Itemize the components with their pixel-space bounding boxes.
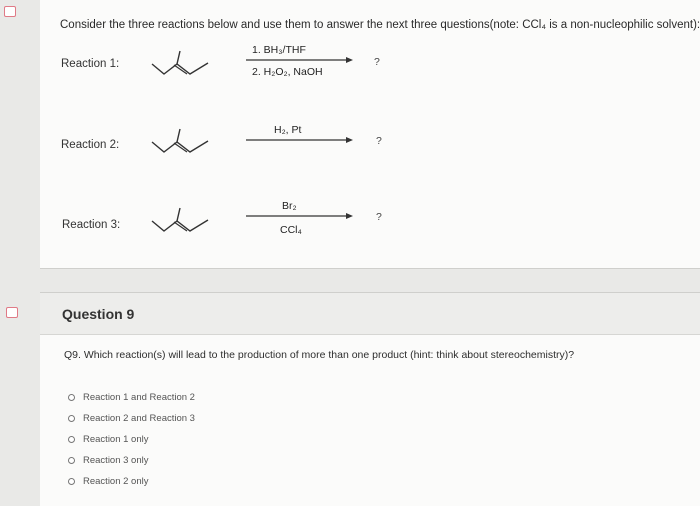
- reaction-3-reagent-bottom: CCl₄: [280, 224, 302, 236]
- reaction-2-arrow: [246, 137, 354, 143]
- reaction-2-product: ?: [376, 135, 382, 147]
- flag-icon[interactable]: [6, 307, 18, 318]
- reaction-1-label: Reaction 1:: [61, 58, 120, 70]
- reaction-2-alkene-structure: [150, 128, 214, 158]
- reaction-1-arrow: [246, 57, 354, 63]
- reaction-1-reagent-top: 1. BH₃/THF: [252, 44, 306, 56]
- reaction-1-product: ?: [374, 56, 380, 68]
- reaction-1-reagent-bottom: 2. H₂O₂, NaOH: [252, 66, 323, 78]
- option-label: Reaction 2 and Reaction 3: [83, 413, 195, 424]
- option-reaction-1-only[interactable]: [68, 429, 195, 450]
- radio-button[interactable]: [68, 394, 75, 401]
- reaction-panel: [40, 0, 700, 269]
- option-reaction-3-only[interactable]: [68, 450, 195, 471]
- question-title: Question 9: [62, 306, 135, 322]
- option-label: Reaction 1 and Reaction 2: [83, 392, 195, 403]
- radio-button[interactable]: [68, 436, 75, 443]
- radio-button[interactable]: [68, 478, 75, 485]
- reaction-3-alkene-structure: [150, 207, 214, 237]
- flag-icon[interactable]: [4, 6, 16, 17]
- reaction-1-alkene-structure: [150, 50, 214, 80]
- radio-button[interactable]: [68, 457, 75, 464]
- question-panel: [40, 292, 700, 506]
- question-header: [40, 293, 700, 335]
- question-text: Q9. Which reaction(s) will lead to the production of more than one product (hint: think about stereochemistry)?: [64, 349, 575, 361]
- option-label: Reaction 1 only: [83, 434, 149, 445]
- radio-button[interactable]: [68, 415, 75, 422]
- option-label: Reaction 3 only: [83, 455, 149, 466]
- reaction-2-reagent: H₂, Pt: [274, 124, 302, 136]
- option-reaction-2-and-3[interactable]: [68, 408, 195, 429]
- option-reaction-2-only[interactable]: [68, 471, 195, 492]
- intro-text: Consider the three reactions below and use them to answer the next three questions(note: CCl₄ is a non-nucleophilic solvent):: [60, 19, 700, 31]
- reaction-3-label: Reaction 3:: [62, 219, 121, 231]
- answer-options: [68, 387, 195, 492]
- reaction-2-label: Reaction 2:: [61, 139, 120, 151]
- reaction-3-product: ?: [376, 211, 382, 223]
- reaction-3-reagent-top: Br₂: [282, 200, 297, 212]
- reaction-3-arrow: [246, 213, 354, 219]
- option-label: Reaction 2 only: [83, 476, 149, 487]
- option-reaction-1-and-2[interactable]: [68, 387, 195, 408]
